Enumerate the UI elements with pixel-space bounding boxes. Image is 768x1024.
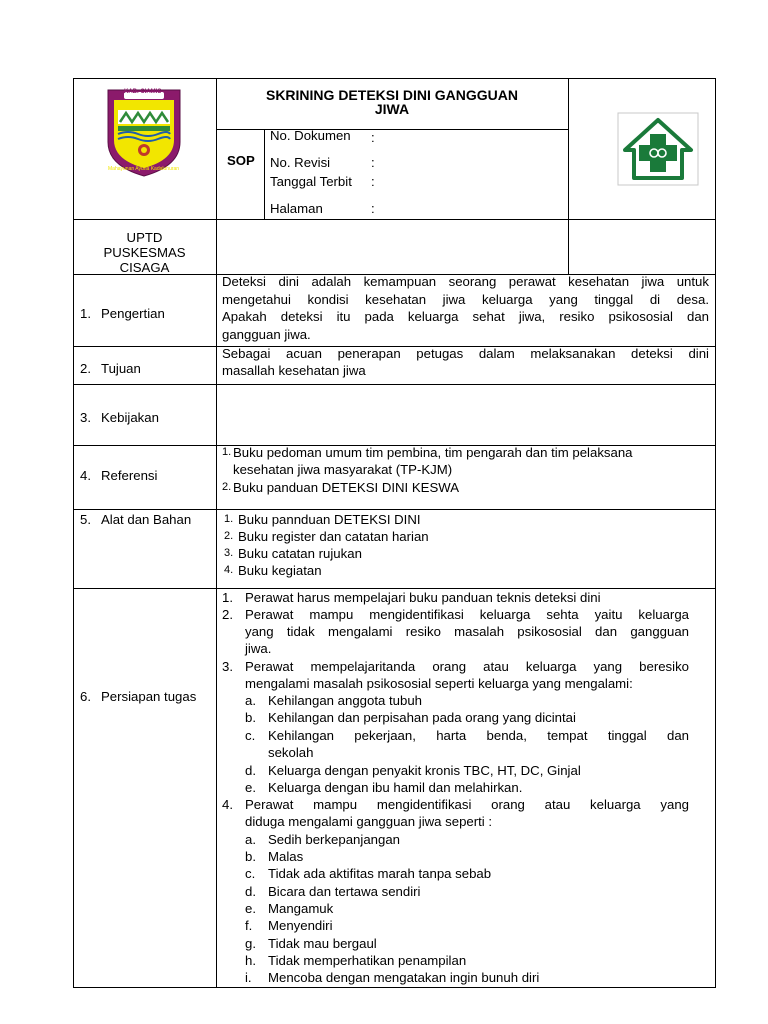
list-number: 2. [222, 481, 232, 493]
persiapan-item-line: mengalami masalah psikososial seperti keluarga yang mengalami: [245, 676, 633, 691]
tujuan-line: masallah kesehatan jiwa [222, 363, 366, 378]
org-name-line3: CISAGA [119, 260, 170, 275]
sub-letter: d. [245, 884, 256, 899]
referensi-item-line: kesehatan jiwa masyarakat (TP-KJM) [233, 462, 453, 477]
pengertian-line: mengetahui kondisi kesehatan jiwa keluarga yang tinggal di desa. [222, 291, 709, 307]
table-border-bottom [73, 987, 716, 988]
sub-item: Sedih berkepanjangan [268, 832, 400, 847]
sub-item: Menyendiri [268, 918, 333, 933]
section-number: 2. [80, 361, 91, 376]
sop-label: SOP [227, 153, 255, 168]
sub-item: Bicara dan tertawa sendiri [268, 884, 421, 899]
sub-item: Kehilangan anggota tubuh [268, 693, 422, 708]
meta-label-no-revisi: No. Revisi [270, 155, 331, 170]
list-number: 4. [222, 797, 233, 812]
tujuan-line: Sebagai acuan penerapan petugas dalam melaksanakan deteksi dini [222, 346, 709, 361]
org-name-line1: UPTD [126, 230, 163, 245]
table-border-right [715, 78, 716, 988]
list-number: 1. [224, 513, 234, 525]
divider [264, 129, 265, 220]
list-number: 3. [222, 659, 233, 674]
alat-item: Buku catatan rujukan [238, 546, 362, 561]
referensi-item-line: Buku panduan DETEKSI DINI KESWA [233, 480, 459, 495]
list-number: 1. [222, 590, 233, 605]
pengertian-line: Deteksi dini adalah kemampuan seorang perawat kesehatan jiwa untuk [222, 274, 709, 289]
section-label-referensi: Referensi [101, 468, 158, 483]
meta-sep: : [371, 155, 375, 170]
sub-letter: b. [245, 849, 256, 864]
sub-letter: a. [245, 693, 256, 708]
sub-item: Kehilangan dan perpisahan pada orang yang dicintai [268, 710, 576, 725]
puskesmas-logo-icon [617, 112, 699, 186]
meta-sep: : [371, 130, 375, 145]
section-number: 5. [80, 512, 91, 527]
sub-letter: f. [245, 918, 253, 933]
sub-item: Mencoba dengan mengatakan ingin bunuh diri [268, 970, 540, 985]
sub-letter: c. [245, 728, 256, 743]
section-label-alat-dan-bahan: Alat dan Bahan [101, 512, 192, 527]
kabupaten-ciamis-emblem-icon [104, 86, 184, 178]
divider [73, 219, 716, 220]
divider [73, 384, 716, 385]
meta-label-tanggal-terbit: Tanggal Terbit [270, 174, 352, 189]
section-label-persiapan-tugas: Persiapan tugas [101, 689, 197, 704]
sub-item: Kehilangan pekerjaan, harta benda, tempat tinggal dan [268, 728, 689, 743]
emblem-top-text: KAB. CIAMIS [124, 89, 162, 95]
sub-letter: e. [245, 780, 256, 795]
section-number: 3. [80, 410, 91, 425]
sub-item: Keluarga dengan ibu hamil dan melahirkan. [268, 780, 523, 795]
section-number: 4. [80, 468, 91, 483]
section-label-pengertian: Pengertian [101, 306, 165, 321]
table-border-top [73, 78, 716, 79]
sub-item: Keluarga dengan penyakit kronis TBC, HT, DC, Ginjal [268, 763, 581, 778]
list-number: 4. [224, 564, 234, 576]
sub-letter: b. [245, 710, 256, 725]
sub-item: Tidak mau bergaul [268, 936, 377, 951]
table-border-left [73, 78, 74, 988]
section-number: 1. [80, 306, 91, 321]
alat-item: Buku pannduan DETEKSI DINI [238, 512, 421, 527]
sub-letter: d. [245, 763, 256, 778]
sub-item: sekolah [268, 745, 314, 760]
sub-letter: g. [245, 936, 256, 951]
sub-letter: i. [245, 970, 252, 985]
sub-letter: e. [245, 901, 256, 916]
persiapan-item-line: diduga mengalami gangguan jiwa seperti : [245, 814, 493, 829]
list-number: 2. [222, 607, 233, 622]
list-number: 2. [224, 530, 234, 542]
sub-letter: c. [245, 866, 256, 881]
sub-item: Malas [268, 849, 304, 864]
alat-item: Buku kegiatan [238, 563, 322, 578]
divider [568, 78, 569, 275]
persiapan-item-line: Perawat mempelajaritanda orang atau keluarga yang beresiko [245, 659, 689, 674]
sub-letter: a. [245, 832, 256, 847]
alat-item: Buku register dan catatan harian [238, 529, 429, 544]
meta-label-no-dokumen: No. Dokumen [270, 128, 351, 143]
sub-item: Tidak ada aktifitas marah tanpa sebab [268, 866, 492, 881]
sub-item: Mangamuk [268, 901, 334, 916]
list-number: 1. [222, 446, 232, 458]
section-number: 6. [80, 689, 91, 704]
document-title-line1: SKRINING DETEKSI DINI GANGGUAN [265, 87, 518, 103]
emblem-motto: Mahayunan Ayuna Kadaluhuran [108, 166, 180, 172]
list-number: 3. [224, 547, 234, 559]
sub-letter: h. [245, 953, 256, 968]
document-title-line2: JIWA [374, 101, 410, 117]
meta-sep: : [371, 201, 375, 216]
meta-sep: : [371, 174, 375, 189]
sub-item: Tidak memperhatikan penampilan [268, 953, 467, 968]
persiapan-item: Perawat harus mempelajari buku panduan teknis deteksi dini [245, 590, 601, 605]
divider [73, 509, 716, 510]
section-label-tujuan: Tujuan [101, 361, 141, 376]
pengertian-line: Apakah deteksi itu pada keluarga sehat jiwa, resiko psikososial dan [222, 309, 709, 324]
meta-label-halaman: Halaman [270, 201, 323, 216]
persiapan-item-line: jiwa. [245, 641, 272, 656]
section-label-kebijakan: Kebijakan [101, 410, 159, 425]
persiapan-item-line: yang tidak mengalami resiko masalah psikososial dan gangguan [245, 624, 689, 639]
persiapan-item-line: Perawat mampu mengidentifikasi orang atau keluarga yang [245, 797, 689, 812]
pengertian-line: gangguan jiwa. [222, 326, 311, 342]
divider [216, 78, 217, 988]
divider [216, 129, 568, 130]
persiapan-item-line: Perawat mampu mengidentifikasi keluarga sehta yaitu keluarga [245, 607, 689, 622]
org-name-line2: PUSKESMAS [103, 245, 186, 260]
referensi-item-line: Buku pedoman umum tim pembina, tim pengarah dan tim pelaksana [233, 445, 633, 460]
